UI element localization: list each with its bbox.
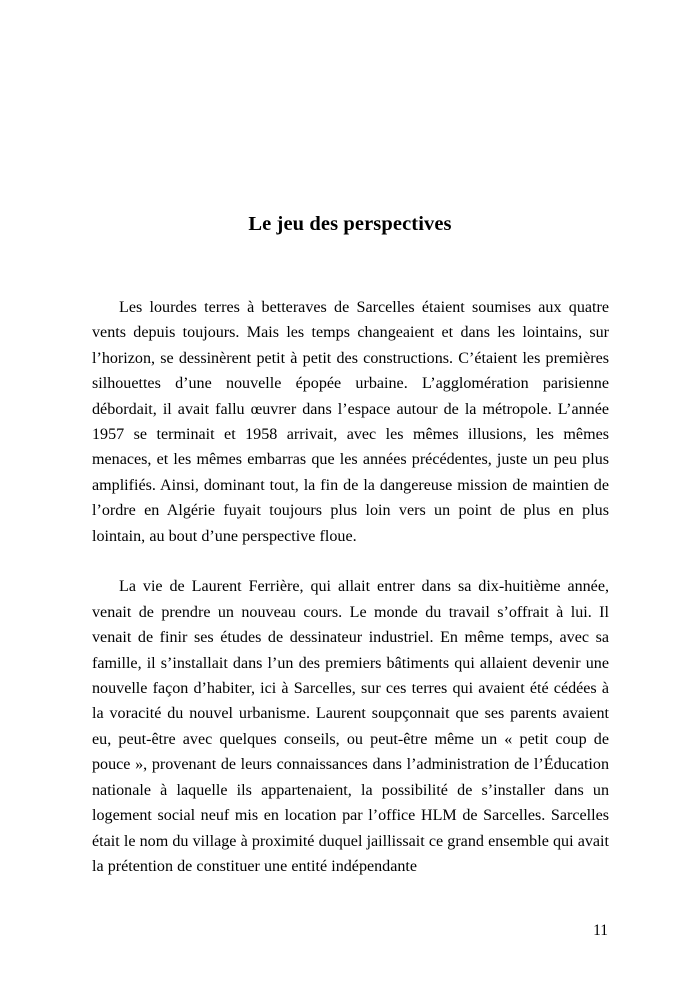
page-title: Le jeu des perspectives [248,212,452,235]
page-number: 11 [593,922,608,939]
paragraph-2: La vie de Laurent Ferrière, qui allait entrer dans sa dix-huitième année, venait de prendre un nouveau cours. Le monde du travail s’offrait à lui. Il venait de finir ses études de dessinateur industriel. En même temps, avec sa famille, il s’installait dans l’un des premiers bâtiments qui allaient devenir une nouvelle façon d’habiter, ici à Sarcelles, sur ces terres qui avaient été cédées à la voracité du nouvel urbanisme. Laurent soupçonnait que ses parents avaient eu, peut-être avec quelques conseils, ou peut-être même un « petit coup de pouce », provenant de leurs connaissances dans l’administration de l’Éducation nationale à laquelle ils appartenaient, la possibilité de s’installer dans un logement social neuf mis en location par l’office HLM de Sarcelles. Sarcelles était le nom du village à proximité duquel jaillissait ce grand ensemble qui avait la prétention de constituer une entité indépendante [92,578,609,875]
paragraph-1: Les lourdes terres à betteraves de Sarcelles étaient soumises aux quatre vents depuis toujours. Mais les temps changeaient et dans les lointains, sur l’horizon, se dessinèrent petit à petit des constructions. C’étaient les premières silhouettes d’une nouvelle épopée urbaine. L’agglomération parisienne débordait, il avait fallu œuvrer dans l’espace autour de la métropole. L’année 1957 se terminait et 1958 arrivait, avec les mêmes illusions, les mêmes menaces, et les mêmes embarras que les années précédentes, juste un peu plus amplifiés. Ainsi, dominant tout, la fin de la dangereuse mission de maintien de l’ordre en Algérie fuyait toujours plus loin vers un point de plus en plus lointain, au bout d’une perspective floue. [92,299,609,545]
body-text-block [92,295,609,879]
